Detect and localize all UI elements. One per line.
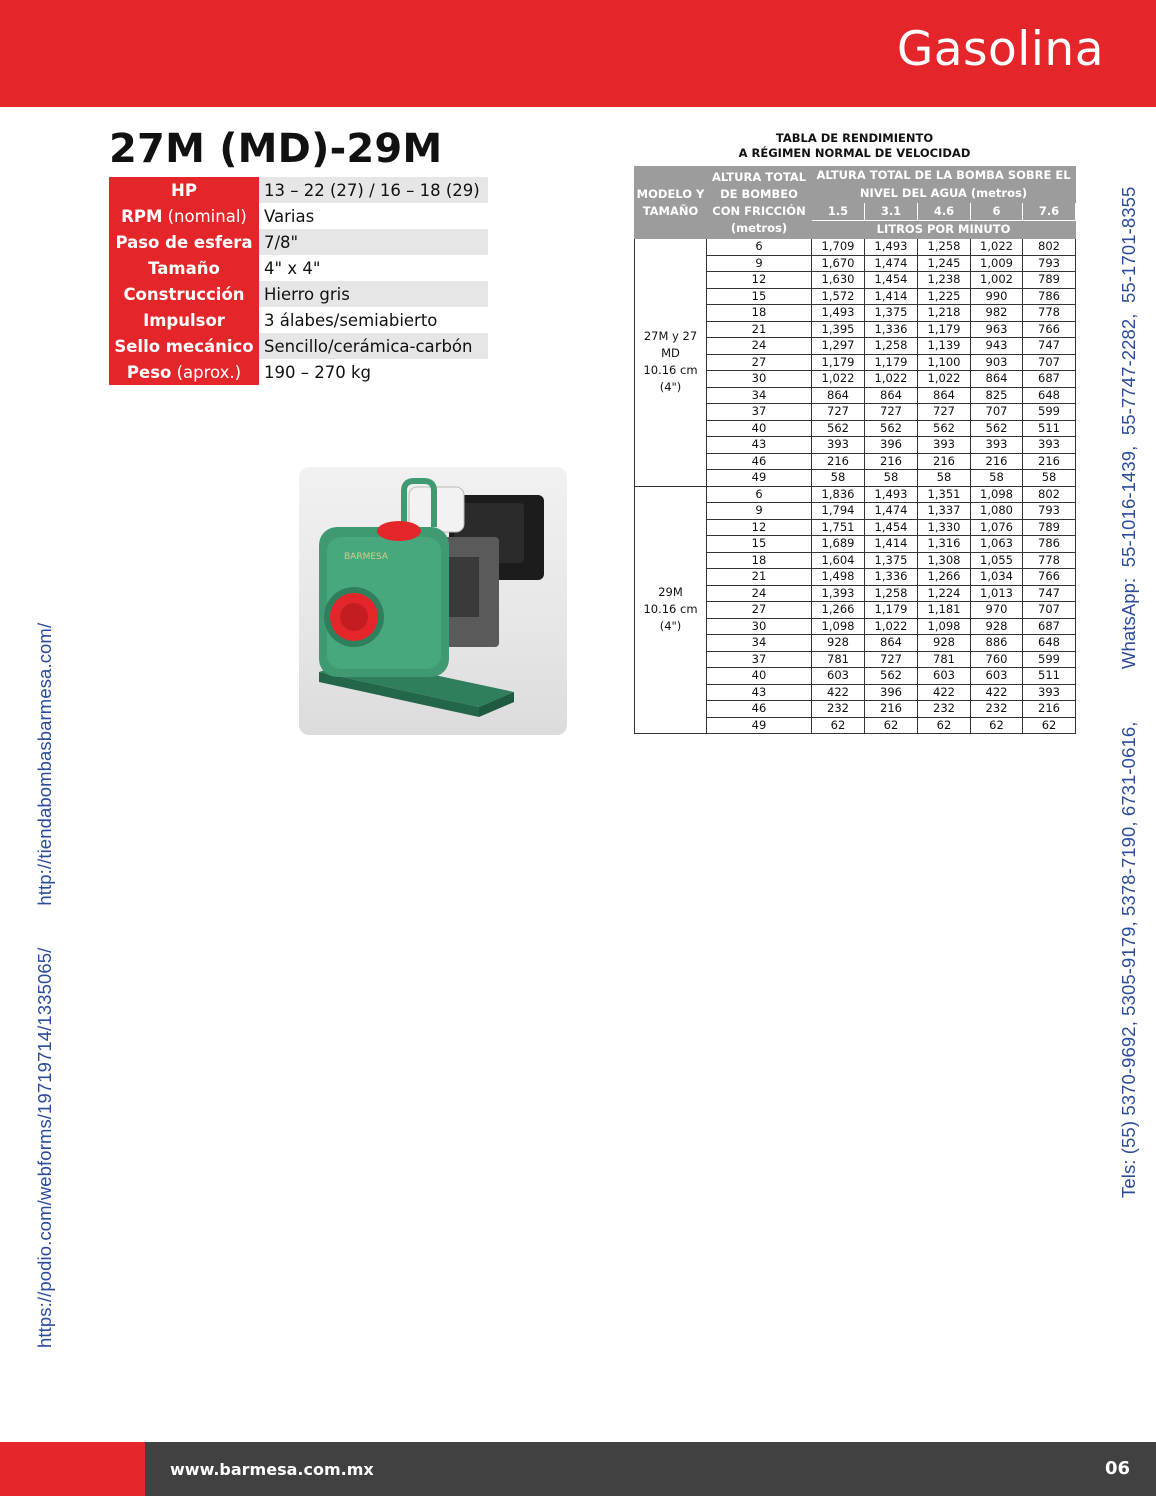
flow-cell: 1,245 (918, 255, 971, 272)
flow-cell: 62 (865, 717, 918, 734)
performance-title-line2: A RÉGIMEN NORMAL DE VELOCIDAD (738, 146, 971, 160)
flow-cell: 216 (1023, 701, 1076, 718)
flow-cell: 1,336 (865, 321, 918, 338)
model-cell (635, 486, 707, 734)
flow-cell: 603 (812, 668, 865, 685)
flow-cell: 766 (1023, 569, 1076, 586)
flow-cell: 1,474 (865, 255, 918, 272)
model-cell-line: (4") (659, 619, 682, 634)
flow-cell: 1,238 (918, 272, 971, 289)
altura-cell: 37 (707, 404, 812, 421)
flow-cell: 562 (918, 420, 971, 437)
spec-label (109, 177, 259, 203)
model-cell-line: 29M (658, 585, 683, 600)
altura-cell: 40 (707, 420, 812, 437)
flow-cell: 562 (971, 420, 1023, 437)
flow-cell: 1,454 (865, 519, 918, 536)
spec-value: Varias (264, 206, 315, 226)
altura-cell: 15 (707, 288, 812, 305)
flow-cell: 1,336 (865, 569, 918, 586)
spec-label-text: RPM (121, 206, 163, 226)
flow-cell: 511 (1023, 420, 1076, 437)
flow-cell: 1,034 (971, 569, 1023, 586)
footer-accent (0, 1442, 145, 1496)
flow-cell: 982 (971, 305, 1023, 322)
flow-cell: 1,218 (918, 305, 971, 322)
flow-cell: 1,098 (971, 486, 1023, 503)
table-row (635, 486, 1076, 503)
altura-cell: 43 (707, 437, 812, 454)
flow-cell: 1,414 (865, 288, 918, 305)
units-header: LITROS POR MINUTO (812, 221, 1076, 239)
side-links (34, 623, 56, 1348)
flow-cell: 1,181 (918, 602, 971, 619)
flow-cell: 1,316 (918, 536, 971, 553)
flow-cell: 1,098 (918, 618, 971, 635)
flow-cell: 864 (865, 635, 918, 652)
flow-cell: 58 (812, 470, 865, 487)
flow-cell: 864 (812, 387, 865, 404)
spec-label (109, 307, 259, 333)
side-contact (1118, 187, 1140, 1198)
flow-cell: 393 (1023, 437, 1076, 454)
flow-cell: 599 (1023, 404, 1076, 421)
flow-cell: 1,414 (865, 536, 918, 553)
flow-cell: 599 (1023, 651, 1076, 668)
model-cell (635, 239, 707, 487)
flow-cell: 1,258 (865, 338, 918, 355)
flow-cell: 1,266 (812, 602, 865, 619)
flow-cell: 707 (1023, 354, 1076, 371)
flow-cell: 1,709 (812, 239, 865, 256)
flow-cell: 216 (918, 453, 971, 470)
page-number: 06 (1104, 1458, 1130, 1479)
flow-cell: 62 (812, 717, 865, 734)
flow-cell: 802 (1023, 486, 1076, 503)
flow-cell: 1,308 (918, 552, 971, 569)
spec-label (109, 203, 259, 229)
flow-cell: 1,100 (918, 354, 971, 371)
flow-cell: 1,393 (812, 585, 865, 602)
spec-row (109, 333, 488, 359)
flow-cell: 1,022 (812, 371, 865, 388)
flow-cell: 1,224 (918, 585, 971, 602)
altura-cell: 21 (707, 321, 812, 338)
flow-cell: 1,022 (971, 239, 1023, 256)
flow-cell: 1,013 (971, 585, 1023, 602)
flow-cell: 1,493 (812, 305, 865, 322)
flow-cell: 422 (971, 684, 1023, 701)
flow-cell: 963 (971, 321, 1023, 338)
flow-cell: 393 (1023, 684, 1076, 701)
flow-cell: 1,266 (918, 569, 971, 586)
flow-cell: 990 (971, 288, 1023, 305)
flow-cell: 793 (1023, 503, 1076, 520)
page-category-title: Gasolina (896, 22, 1104, 77)
altura-cell: 30 (707, 371, 812, 388)
altura-cell: 40 (707, 668, 812, 685)
flow-cell: 1,351 (918, 486, 971, 503)
flow-cell: 1,076 (971, 519, 1023, 536)
flow-cell: 562 (812, 420, 865, 437)
flow-cell: 511 (1023, 668, 1076, 685)
col-header-model: MODELO Y TAMAÑO (635, 167, 707, 239)
flow-cell: 1,572 (812, 288, 865, 305)
flow-cell: 393 (918, 437, 971, 454)
flow-cell: 1,009 (971, 255, 1023, 272)
flow-cell: 786 (1023, 536, 1076, 553)
flow-cell: 1,604 (812, 552, 865, 569)
flow-cell: 1,498 (812, 569, 865, 586)
table-row (635, 239, 1076, 256)
altura-cell: 34 (707, 635, 812, 652)
spec-row (109, 281, 488, 307)
flow-cell: 216 (812, 453, 865, 470)
altura-cell: 18 (707, 305, 812, 322)
model-cell-line: 10.16 cm (643, 363, 698, 378)
flow-cell: 1,794 (812, 503, 865, 520)
altura-cell: 49 (707, 717, 812, 734)
altura-cell: 27 (707, 602, 812, 619)
altura-cell: 6 (707, 239, 812, 256)
flow-cell: 396 (865, 684, 918, 701)
spec-row (109, 307, 488, 333)
flow-cell: 232 (971, 701, 1023, 718)
spec-row (109, 229, 488, 255)
flow-cell: 216 (865, 701, 918, 718)
flow-cell: 1,139 (918, 338, 971, 355)
height-header: 4.6 (918, 203, 971, 221)
spec-value: Hierro gris (259, 281, 488, 307)
spec-row (109, 177, 488, 203)
altura-cell: 43 (707, 684, 812, 701)
flow-cell: 1,330 (918, 519, 971, 536)
spec-label-text: Construcción (123, 284, 245, 304)
flow-cell: 1,063 (971, 536, 1023, 553)
flow-cell: 562 (865, 420, 918, 437)
flow-cell: 1,179 (812, 354, 865, 371)
flow-cell: 62 (918, 717, 971, 734)
flow-cell: 58 (865, 470, 918, 487)
footer-website-link[interactable]: www.barmesa.com.mx (170, 1460, 374, 1479)
height-header: 3.1 (865, 203, 918, 221)
phone-numbers: Tels: (55) 5370-9692, 5305-9179, 5378-7190, 6731-0616, (1118, 721, 1139, 1198)
flow-cell: 1,670 (812, 255, 865, 272)
spec-label-text: HP (171, 180, 197, 200)
flow-cell: 62 (1023, 717, 1076, 734)
pump-illustration (299, 467, 567, 735)
spec-label (109, 255, 259, 281)
spec-label-text: Peso (126, 362, 172, 382)
flow-cell: 970 (971, 602, 1023, 619)
flow-cell: 687 (1023, 618, 1076, 635)
flow-cell: 1,689 (812, 536, 865, 553)
flow-cell: 1,836 (812, 486, 865, 503)
flow-cell: 747 (1023, 338, 1076, 355)
flow-cell: 928 (812, 635, 865, 652)
flow-cell: 802 (1023, 239, 1076, 256)
performance-title (634, 131, 1075, 161)
flow-cell: 789 (1023, 272, 1076, 289)
spec-label-text: Impulsor (143, 310, 225, 330)
altura-cell: 30 (707, 618, 812, 635)
altura-cell: 9 (707, 255, 812, 272)
flow-cell: 1,098 (812, 618, 865, 635)
flow-cell: 727 (812, 404, 865, 421)
flow-cell: 1,751 (812, 519, 865, 536)
altura-cell: 15 (707, 536, 812, 553)
spec-label-text: Paso de esfera (115, 232, 253, 252)
spec-label-suffix: (nominal) (162, 206, 247, 226)
spec-value: 3 álabes/semiabierto (264, 310, 438, 330)
col-header-group: ALTURA TOTAL DE LA BOMBA SOBRE EL (812, 167, 1076, 185)
flow-cell: 216 (1023, 453, 1076, 470)
flow-cell: 393 (812, 437, 865, 454)
model-title: 27M (MD)-29M (109, 126, 443, 172)
flow-cell: 864 (971, 371, 1023, 388)
spec-row (109, 203, 488, 229)
flow-cell: 1,337 (918, 503, 971, 520)
store-link[interactable]: http://tiendabombasbarmesa.com/ (34, 622, 55, 906)
flow-cell: 422 (812, 684, 865, 701)
flow-cell: 1,375 (865, 552, 918, 569)
flow-cell: 1,258 (918, 239, 971, 256)
specs-table (109, 177, 488, 385)
flow-cell: 58 (971, 470, 1023, 487)
col-header-altura: ALTURA TOTAL DE BOMBEO CON FRICCIÓN (metros) (707, 167, 812, 239)
flow-cell: 766 (1023, 321, 1076, 338)
flow-cell: 778 (1023, 305, 1076, 322)
spec-label (109, 359, 259, 385)
flow-cell: 1,225 (918, 288, 971, 305)
altura-cell: 34 (707, 387, 812, 404)
altura-cell: 9 (707, 503, 812, 520)
height-header: 1.5 (812, 203, 865, 221)
performance-table (634, 166, 1076, 734)
flow-cell: 789 (1023, 519, 1076, 536)
flow-cell: 1,080 (971, 503, 1023, 520)
flow-cell: 58 (918, 470, 971, 487)
spec-label-text: Sello mecánico (114, 336, 254, 356)
flow-cell: 781 (918, 651, 971, 668)
flow-cell: 62 (971, 717, 1023, 734)
flow-cell: 1,002 (971, 272, 1023, 289)
flow-cell: 928 (971, 618, 1023, 635)
flow-cell: 648 (1023, 387, 1076, 404)
flow-cell: 747 (1023, 585, 1076, 602)
flow-cell: 864 (918, 387, 971, 404)
flow-cell: 707 (1023, 602, 1076, 619)
altura-cell: 12 (707, 272, 812, 289)
podio-link[interactable]: https://podio.com/webforms/19719714/1335065/ (34, 947, 55, 1348)
flow-cell: 793 (1023, 255, 1076, 272)
spec-label (109, 333, 259, 359)
flow-cell: 648 (1023, 635, 1076, 652)
flow-cell: 781 (812, 651, 865, 668)
altura-cell: 46 (707, 701, 812, 718)
flow-cell: 1,179 (918, 321, 971, 338)
flow-cell: 396 (865, 437, 918, 454)
model-cell-line: 10.16 cm (643, 602, 698, 617)
model-cell-line: 27M y 27 MD (643, 329, 698, 361)
flow-cell: 1,179 (865, 602, 918, 619)
altura-cell: 6 (707, 486, 812, 503)
flow-cell: 1,055 (971, 552, 1023, 569)
flow-cell: 1,395 (812, 321, 865, 338)
performance-title-line1: TABLA DE RENDIMIENTO (775, 131, 934, 145)
flow-cell: 232 (918, 701, 971, 718)
brand-label: BARMESA (344, 552, 389, 562)
model-cell-line: (4") (659, 380, 682, 395)
flow-cell: 1,375 (865, 305, 918, 322)
flow-cell: 928 (918, 635, 971, 652)
spec-value: 190 – 270 kg (264, 362, 372, 382)
flow-cell: 707 (971, 404, 1023, 421)
flow-cell: 562 (865, 668, 918, 685)
altura-cell: 12 (707, 519, 812, 536)
flow-cell: 727 (865, 651, 918, 668)
flow-cell: 1,474 (865, 503, 918, 520)
flow-cell: 1,022 (865, 371, 918, 388)
spec-row (109, 255, 488, 281)
flow-cell: 886 (971, 635, 1023, 652)
flow-cell: 825 (971, 387, 1023, 404)
flow-cell: 687 (1023, 371, 1076, 388)
flow-cell: 1,258 (865, 585, 918, 602)
height-header: 6 (971, 203, 1023, 221)
flow-cell: 1,179 (865, 354, 918, 371)
flow-cell: 232 (812, 701, 865, 718)
spec-value: Sencillo/cerámica-carbón (259, 333, 488, 359)
flow-cell: 727 (918, 404, 971, 421)
flow-cell: 786 (1023, 288, 1076, 305)
altura-cell: 24 (707, 338, 812, 355)
flow-cell: 1,022 (918, 371, 971, 388)
spec-row (109, 359, 488, 385)
flow-cell: 216 (971, 453, 1023, 470)
flow-cell: 603 (971, 668, 1023, 685)
flow-cell: 1,493 (865, 486, 918, 503)
flow-cell: 216 (865, 453, 918, 470)
col-header-group-line2: NIVEL DEL AGUA (metros) (812, 185, 1076, 203)
flow-cell: 422 (918, 684, 971, 701)
altura-cell: 46 (707, 453, 812, 470)
whatsapp-numbers: WhatsApp: 55-1016-1439, 55-7747-2282, 55-1701-8355 (1118, 186, 1139, 670)
flow-cell: 1,454 (865, 272, 918, 289)
spec-label (109, 281, 259, 307)
altura-cell: 37 (707, 651, 812, 668)
flow-cell: 1,630 (812, 272, 865, 289)
flow-cell: 393 (971, 437, 1023, 454)
flow-cell: 1,022 (865, 618, 918, 635)
altura-cell: 49 (707, 470, 812, 487)
flow-cell: 1,493 (865, 239, 918, 256)
product-image (299, 467, 567, 735)
flow-cell: 778 (1023, 552, 1076, 569)
flow-cell: 727 (865, 404, 918, 421)
flow-cell: 903 (971, 354, 1023, 371)
altura-cell: 18 (707, 552, 812, 569)
spec-label (109, 229, 259, 255)
flow-cell: 864 (865, 387, 918, 404)
altura-cell: 27 (707, 354, 812, 371)
flow-cell: 58 (1023, 470, 1076, 487)
altura-cell: 21 (707, 569, 812, 586)
spec-label-text: Tamaño (148, 258, 220, 278)
flow-cell: 603 (918, 668, 971, 685)
spec-value: 7/8" (259, 229, 488, 255)
spec-value: 13 – 22 (27) / 16 – 18 (29) (259, 177, 488, 203)
flow-cell: 1,297 (812, 338, 865, 355)
height-header: 7.6 (1023, 203, 1076, 221)
spec-label-suffix: (aprox.) (171, 362, 242, 382)
flow-cell: 943 (971, 338, 1023, 355)
flow-cell: 760 (971, 651, 1023, 668)
altura-cell: 24 (707, 585, 812, 602)
spec-value: 4" x 4" (264, 258, 321, 278)
